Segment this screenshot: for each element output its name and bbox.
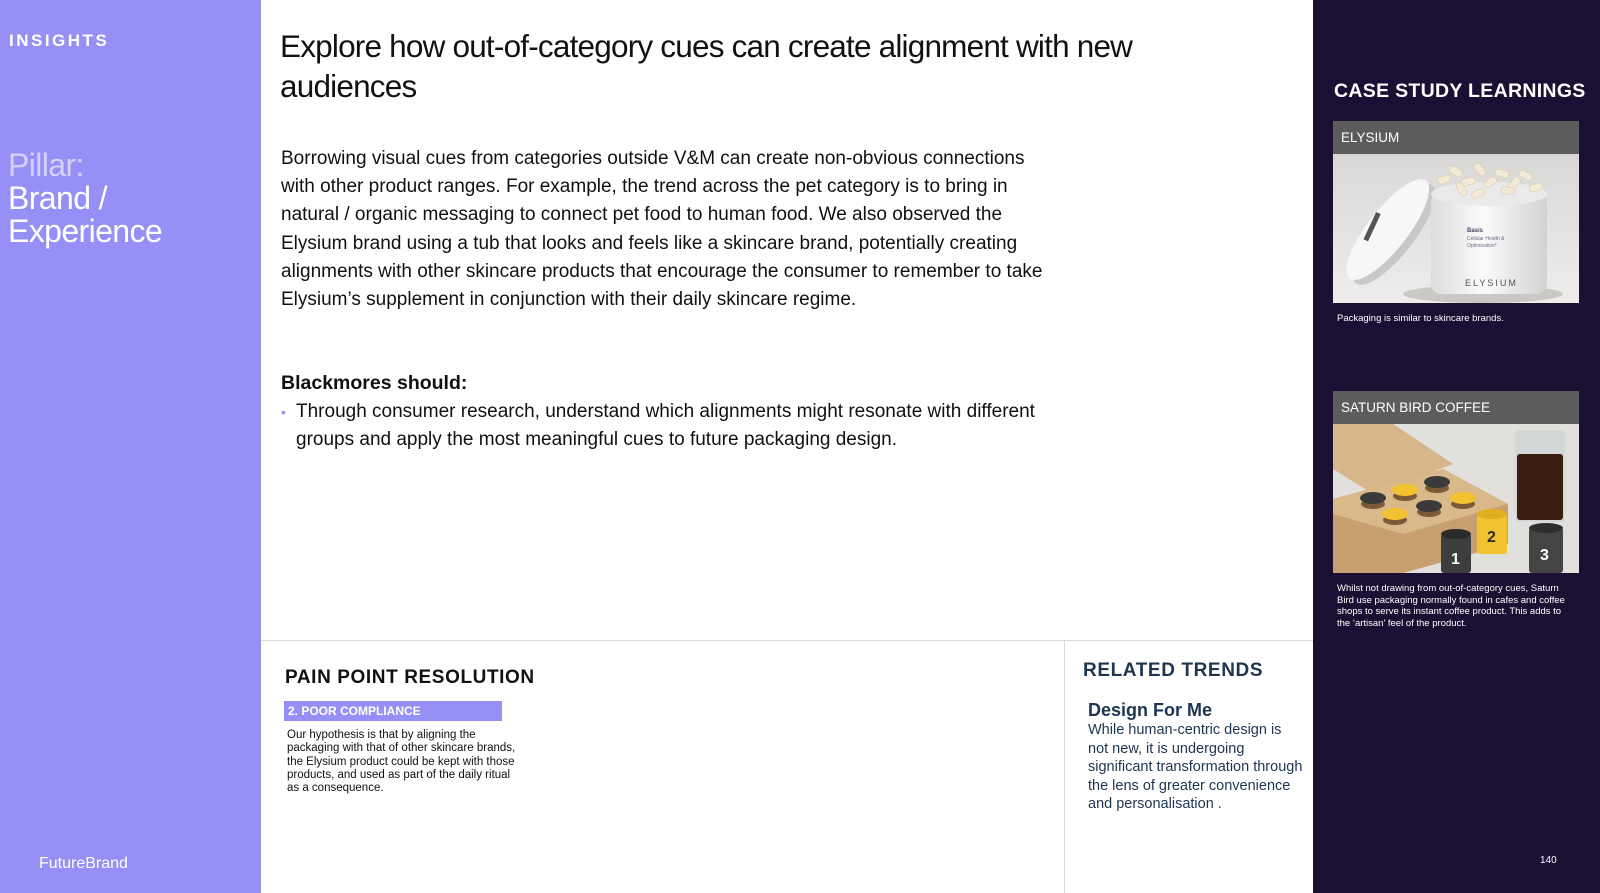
case-card-label: ELYSIUM bbox=[1333, 121, 1579, 154]
horizontal-divider bbox=[261, 640, 1313, 641]
case-card-caption: Whilst not drawing from out-of-category cues, Saturn Bird use packaging normally found in cafes and coffee shops to serve its instant coffee product. This adds to the ‘artisan’ feel of the product. bbox=[1337, 583, 1565, 629]
main-content bbox=[261, 0, 1313, 893]
case-study-heading: CASE STUDY LEARNINGS bbox=[1334, 80, 1586, 102]
page-title: Explore how out-of-category cues can create alignment with new audiences bbox=[280, 28, 1133, 104]
pain-point-text: Our hypothesis is that by aligning the packaging with that of other skincare brands, the Elysium product could be kept with those products, and used as part of the daily ritual as a consequence. bbox=[287, 729, 516, 795]
case-card-elysium bbox=[1333, 121, 1579, 325]
cup-number-3: 3 bbox=[1540, 547, 1549, 564]
sidebar bbox=[0, 0, 261, 893]
bullet-icon: • bbox=[281, 404, 286, 420]
trend-title: Design For Me bbox=[1088, 700, 1213, 720]
section-kicker: INSIGHTS bbox=[9, 31, 110, 50]
related-trends-heading: RELATED TRENDS bbox=[1083, 660, 1264, 681]
jar-brand-text: ELYSIUM bbox=[1465, 278, 1518, 288]
elysium-jar-image bbox=[1333, 154, 1579, 303]
case-study-panel bbox=[1313, 0, 1600, 893]
body-paragraph: Borrowing visual cues from categories outside V&M can create non-obvious connections with other product ranges. For example, the trend across the pet category is to bring in natural / organic messaging to connect pet food to human food. We also observed the Elysium brand using a tub that looks and feels like a skincare brand, potentially creating alignments with other skincare products that encourage the consumer to remember to take Elysium’s supplement in conjunction with their daily skincare regime. bbox=[281, 148, 1043, 311]
case-card-caption: Packaging is similar to skincare brands. bbox=[1337, 313, 1504, 324]
jar-text-basis: Basis bbox=[1467, 228, 1484, 234]
recommendation-text: Through consumer research, understand which alignments might resonate with different groups and apply the most meaningful cues to future packaging design. bbox=[296, 401, 1035, 451]
pillar-name: Brand / Experience bbox=[8, 180, 163, 249]
pillar-prefix: Pillar: bbox=[8, 147, 84, 183]
trend-text: While human-centric design is not new, it is undergoing significant transformation through the lens of greater convenience and personalisation . bbox=[1088, 722, 1303, 812]
vertical-divider bbox=[1064, 641, 1065, 893]
pain-point-heading: PAIN POINT RESOLUTION bbox=[285, 667, 535, 688]
recommendation-item bbox=[281, 398, 1041, 454]
pillar-title bbox=[8, 149, 162, 248]
jar-text-line-3: Optimization* bbox=[1467, 243, 1497, 249]
footer-brand-logo: FutureBrand bbox=[39, 855, 128, 872]
recommendation-list bbox=[281, 398, 1041, 454]
pain-point-badge: 2. POOR COMPLIANCE bbox=[284, 701, 502, 721]
case-card-label: SATURN BIRD COFFEE bbox=[1333, 391, 1579, 424]
recommendation-heading: Blackmores should: bbox=[281, 372, 468, 394]
case-card-saturn-bird bbox=[1333, 391, 1579, 629]
coffee-cups-image bbox=[1333, 424, 1579, 573]
cup-number-2: 2 bbox=[1487, 529, 1496, 546]
page-number: 140 bbox=[1540, 855, 1557, 866]
cup-number-1: 1 bbox=[1451, 551, 1460, 568]
jar-text-line-2: Cellular Health & bbox=[1467, 236, 1505, 242]
